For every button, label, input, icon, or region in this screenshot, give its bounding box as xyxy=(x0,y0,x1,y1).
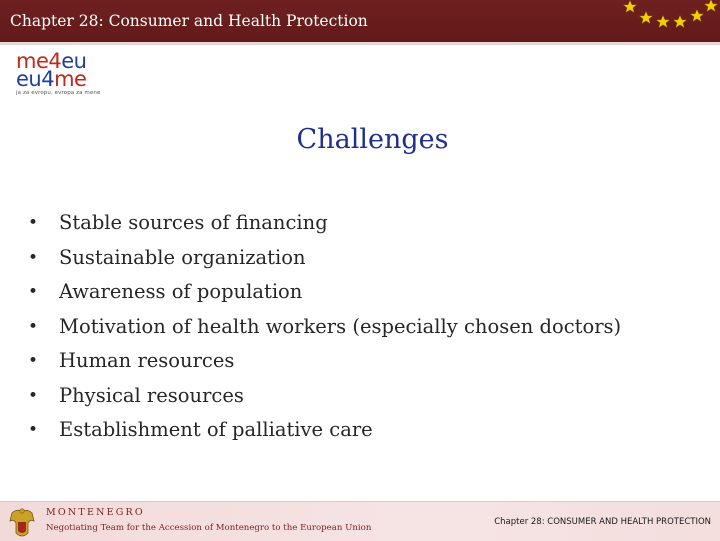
list-item xyxy=(28,206,621,241)
logo-text-eu4: eu4 xyxy=(16,67,55,91)
bullet-icon: • xyxy=(28,247,39,268)
bullet-icon: • xyxy=(28,351,39,371)
footer-bar xyxy=(0,501,720,541)
list-item xyxy=(28,310,621,345)
bullet-text: Human resources xyxy=(59,349,235,372)
bullet-icon: • xyxy=(28,213,39,233)
slide-title: Challenges xyxy=(296,124,449,155)
bullet-icon: • xyxy=(28,316,39,337)
footer-team: Negotiating Team for the Accession of Montenegro to the European Union xyxy=(46,523,372,533)
list-item xyxy=(28,275,621,310)
footer-country: MONTENEGRO xyxy=(46,507,145,518)
list-item xyxy=(28,344,621,379)
bullet-text: Physical resources xyxy=(59,383,244,407)
bullet-text: Motivation of health workers (especially chosen doctors) xyxy=(59,314,622,338)
bullet-text: Sustainable organization xyxy=(59,245,306,269)
montenegro-coat-of-arms-icon xyxy=(6,507,38,541)
logo-text-me4: me4 xyxy=(16,49,62,73)
logo-line-2 xyxy=(16,67,116,91)
eu-stars-icon xyxy=(610,0,720,42)
bullet-icon: • xyxy=(28,282,39,302)
list-item xyxy=(28,379,621,414)
me4eu-logo xyxy=(16,49,116,98)
chapter-title: Chapter 28: Consumer and Health Protection xyxy=(10,12,368,30)
bullet-icon: • xyxy=(28,420,39,440)
bullet-list xyxy=(28,206,621,448)
header-bar xyxy=(0,0,720,45)
bullet-icon: • xyxy=(28,385,39,406)
logo-text-me: me xyxy=(54,67,87,91)
bullet-text: Establishment of palliative care xyxy=(59,418,373,441)
list-item xyxy=(28,413,621,448)
list-item xyxy=(28,241,621,276)
footer-chapter: Chapter 28: CONSUMER AND HEALTH PROTECTION xyxy=(494,517,711,527)
logo-text-eu: eu xyxy=(61,49,87,73)
bullet-text: Awareness of population xyxy=(59,280,303,303)
bullet-text: Stable sources of financing xyxy=(59,211,328,234)
logo-tagline: ja za evropu, evropa za mene xyxy=(16,90,101,96)
